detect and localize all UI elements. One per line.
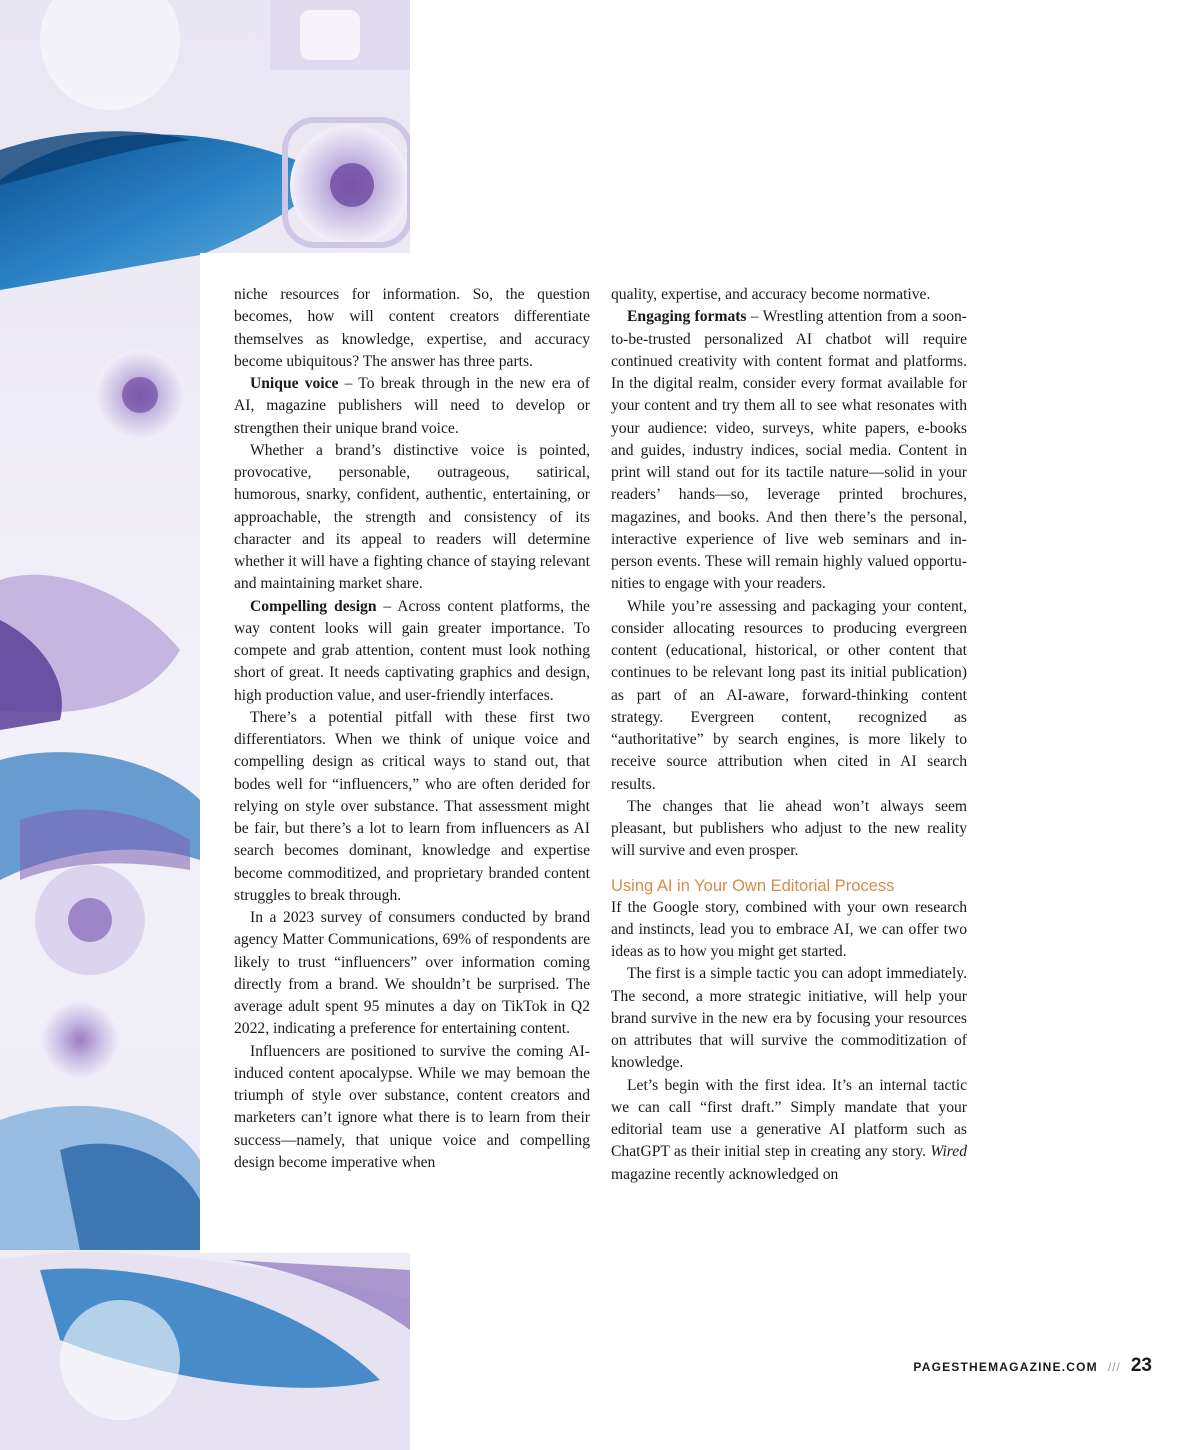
paragraph-text: Influencers are positioned to survive the coming AI-induced content apocalypse. While we may bemoan the triumph of style over substance, content creators and marketers can’t ignore what there is to learn from their success—namely, that unique voice and compelling design become imperative when xyxy=(234,1042,590,1171)
body-paragraph xyxy=(611,963,967,1074)
body-paragraph xyxy=(611,284,967,306)
body-paragraph xyxy=(234,284,590,373)
paragraph-lead-in: Compelling design xyxy=(250,597,377,615)
body-paragraph xyxy=(234,707,590,907)
paragraph-text: – Wrestling attention from a soon-to-be-trusted personalized AI chatbot will require continued creativity with content format and platforms. In the digital realm, consider every format available for your content and try them all to see what resonates with your audience: video, surveys, white papers, e-books and guides, industry indices, social media. Content in print will stand out for its tactile nature—solid in your readers’ hands—so, leverage printed brochures, magazines, and books. And then there’s the personal, interactive experience of live web seminars and in-person events. These will remain highly valued opportunities to engage with your readers. xyxy=(611,308,967,593)
article-column-right xyxy=(611,284,967,1186)
body-paragraph xyxy=(234,907,590,1041)
paragraph-text: While you’re assessing and packaging your content, consider allocating resources to producing evergreen content (educational, historical, or other content that continues to be relevant long past its initial publication) as part of an AI-aware, forward-thinking content strategy. Evergreen content, recognized as “authoritative” by search engines, is more likely to receive source attribution when cited in AI search results. xyxy=(611,597,967,793)
body-paragraph xyxy=(611,1075,967,1186)
body-paragraph xyxy=(611,596,967,796)
body-paragraph xyxy=(234,1041,590,1175)
body-paragraph xyxy=(234,373,590,440)
paragraph-text: – To break through in the new era of AI, magazine publishers will need to develop or strengthen their unique brand voice. xyxy=(234,375,590,437)
paragraph-text: Whether a brand’s distinctive voice is pointed, provocative, personable, outrageous, satirical, humorous, snarky, confident, authentic, entertaining, or approachable, the strength and consistency of its character and its appeal to readers will determine whether it will have a fighting chance of staying relevant and maintaining market share. xyxy=(234,441,590,593)
paragraph-text: There’s a potential pitfall with these first two differentiators. When we think of unique voice and compelling design as critical ways to stand out, that bodes well for “influencers,” who are often derided for relying on style over substance. That assessment might be fair, but there’s a lot to learn from influencers as AI search becomes dominant, knowledge and expertise become commoditized, and proprietary branded content struggles to break through. xyxy=(234,708,590,904)
paragraph-text: In a 2023 survey of consumers conducted by brand agency Matter Communications, 69% of respondents are likely to trust “influencers” over information coming directly from a brand. We shouldn’t be surprised. The average adult spent 95 minutes a day on TikTok in Q2 2022, indicating a preference for entertaining content. xyxy=(234,909,590,1038)
section-heading: Using AI in Your Own Editorial Process xyxy=(611,876,895,895)
footer-site-url: PAGESTHEMAGAZINE.COM xyxy=(913,1360,1098,1374)
paragraph-text: The changes that lie ahead won’t always seem pleasant, but publishers who adjust to the new reality will survive and even prosper. xyxy=(611,797,967,860)
footer-separator: /// xyxy=(1107,1360,1121,1374)
paragraph-text: – Across content platforms, the way content looks will gain greater importance. To compete and grab attention, content must look nothing short of great. It needs captivating graphics and design, high production value, and user-friendly interfaces. xyxy=(234,597,590,704)
paragraph-lead-in: Engaging formats xyxy=(627,308,747,326)
body-paragraph xyxy=(234,596,590,707)
page-number: 23 xyxy=(1130,1355,1152,1376)
body-paragraph xyxy=(611,897,967,964)
paragraph-lead-in: Unique voice xyxy=(250,375,339,392)
body-paragraph xyxy=(611,796,967,863)
paragraph-text: quality, expertise, and accuracy become normative. xyxy=(611,286,931,303)
italic-title: Wired xyxy=(930,1143,967,1161)
body-paragraph xyxy=(234,440,590,596)
paragraph-text-tail: magazine recently acknowledged on xyxy=(611,1165,839,1183)
paragraph-text: Let’s begin with the first idea. It’s an internal tactic we can call “first draft.” Simply mandate that your editorial team use a generative AI platform such as ChatGPT as their initial step in creating any story. xyxy=(611,1076,967,1161)
paragraph-text: The first is a simple tactic you can adopt immediately. The second, a more strategic initiative, will help your brand survive in the new era by focusing your resources on attributes that will survive the commoditization of knowledge. xyxy=(611,965,967,1072)
page-footer xyxy=(913,1355,1152,1377)
paragraph-text: If the Google story, combined with your own research and instincts, lead you to embrace AI, we can offer two ideas as to how you might get started. xyxy=(611,898,967,960)
body-paragraph xyxy=(611,306,967,595)
paragraph-text: niche resources for information. So, the question becomes, how will content creators differentiate themselves as knowledge, expertise, and accuracy become ubiquitous? The answer has three parts. xyxy=(234,286,590,370)
article-column-left xyxy=(234,284,590,1174)
